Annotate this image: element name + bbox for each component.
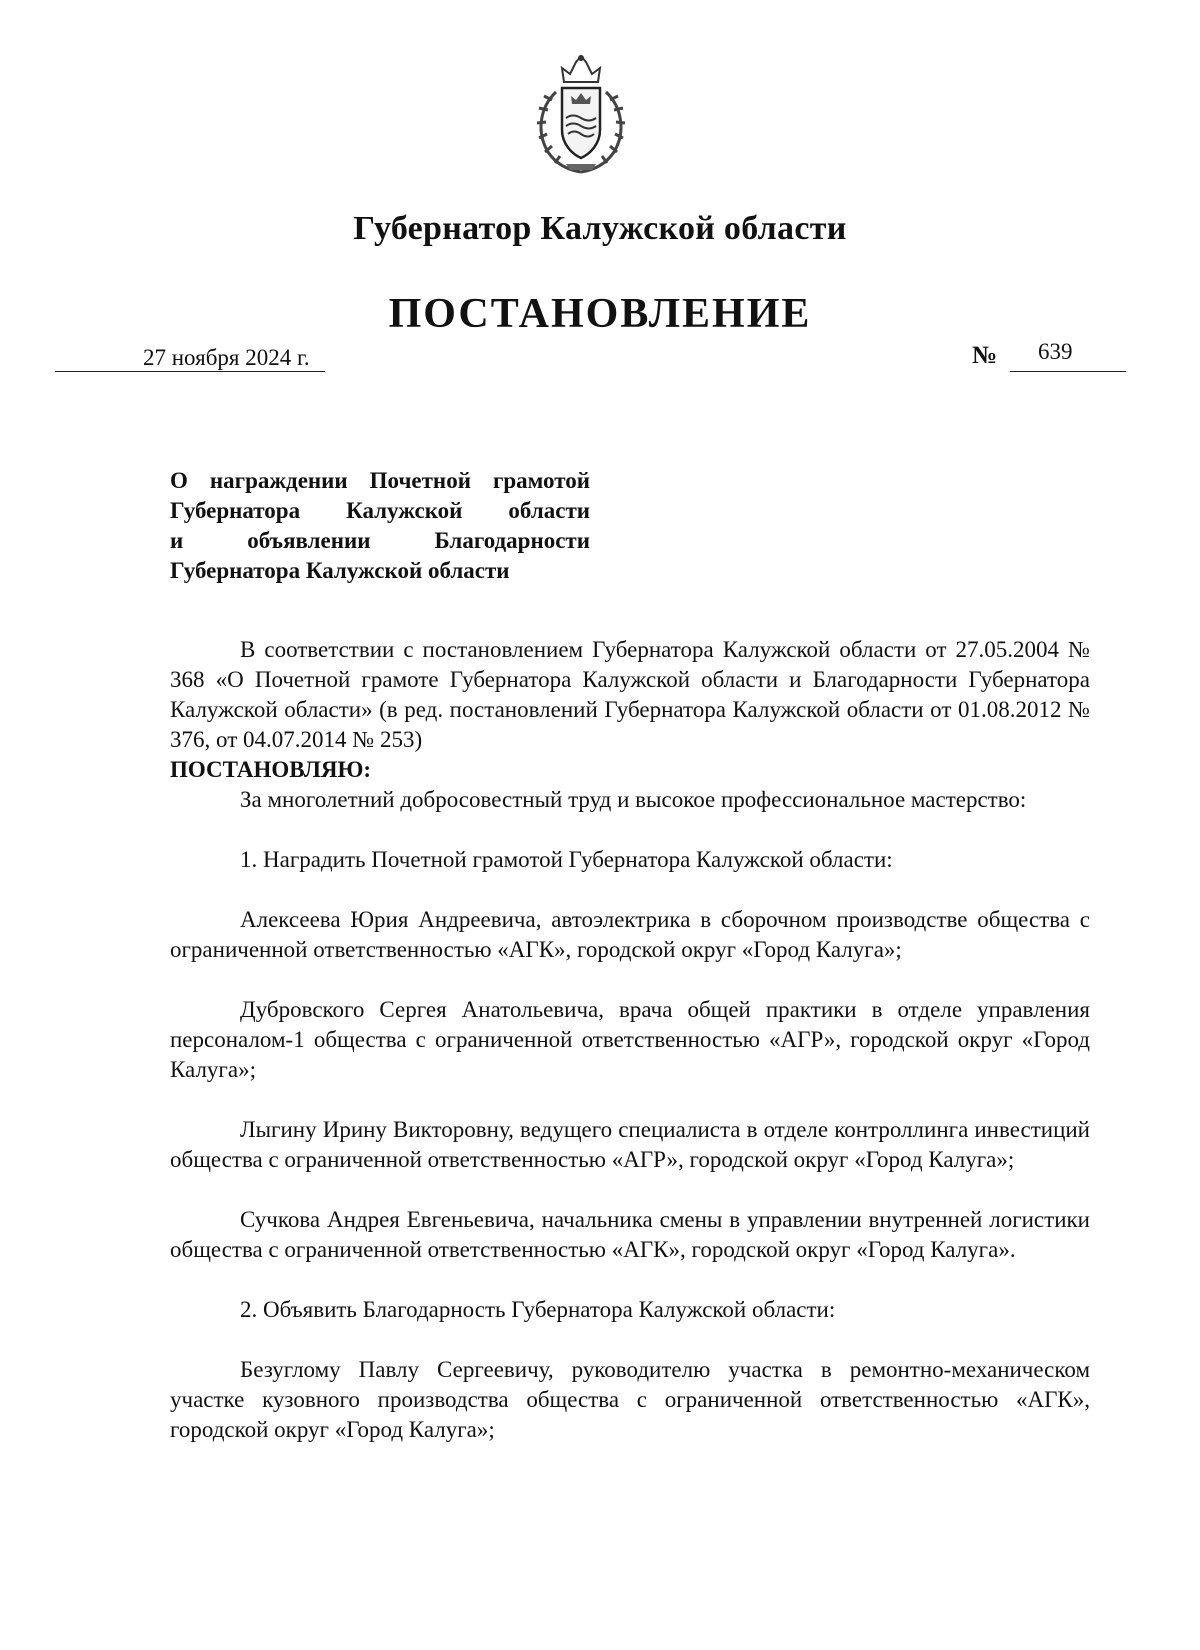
- award-person-paragraph: Дубровского Сергея Анатольевича, врача общей практики в отделе управления персоналом-1 общества с ограниченной ответственностью «АГР», городской округ «Город Калуга»;: [170, 997, 1090, 1082]
- document-type-heading: ПОСТАНОВЛЕНИЕ: [388, 291, 812, 337]
- award-person-paragraph: Сучкова Андрея Евгеньевича, начальника смены в управлении внутренней логистики общества с ограниченной ответственностью «АГК», городской округ «Город Калуга».: [170, 1207, 1090, 1262]
- subject-line: О награждении Почетной грамотой: [170, 468, 590, 493]
- subject-line: Губернатора Калужской области: [170, 498, 590, 523]
- subject-line: и объявлении Благодарности: [170, 528, 590, 553]
- gratitude-person-paragraph: Безуглому Павлу Сергеевичу, руководителю участка в ремонтно-механическом участке кузовного производства общества с ограниченной ответственностью «АГК», городской округ «Город Калуга»;: [170, 1357, 1090, 1442]
- document-number-field: [1010, 339, 1126, 372]
- issuer-title: Губернатор Калужской области: [353, 210, 847, 247]
- document-date-field: [55, 345, 325, 372]
- document-date: 27 ноября 2024 г.: [143, 345, 310, 370]
- reason-paragraph: За многолетний добросовестный труд и высокое профессиональное мастерство:: [240, 787, 1027, 812]
- decree-word: ПОСТАНОВЛЯЮ:: [170, 757, 372, 782]
- coat-of-arms-emblem: [526, 52, 636, 178]
- document-subject: [170, 466, 590, 586]
- document-body: [170, 635, 1090, 1445]
- number-sign: №: [972, 342, 998, 369]
- item1-title: 1. Наградить Почетной грамотой Губернатора Калужской области:: [240, 847, 893, 872]
- document-number: 639: [1038, 339, 1073, 364]
- award-person-paragraph: Лыгину Ирину Викторовну, ведущего специалиста в отделе контроллинга инвестиций общества с ограниченной ответственностью «АГР», городской округ «Город Калуга»;: [170, 1117, 1090, 1172]
- item2-title: 2. Объявить Благодарность Губернатора Калужской области:: [240, 1297, 836, 1322]
- award-person-paragraph: Алексеева Юрия Андреевича, автоэлектрика в сборочном производстве общества с ограниченной ответственностью «АГК», городской округ «Город Калуга»;: [170, 907, 1090, 962]
- subject-line: Губернатора Калужской области: [170, 558, 510, 583]
- preamble-paragraph: В соответствии с постановлением Губернатора Калужской области от 27.05.2004 № 368 «О Почетной грамоте Губернатора Калужской области и Благодарности Губернатора Калужской области» (в ред. постановлений Губернатора Калужской области от 01.08.2012 № 376, от 04.07.2014 № 253): [170, 637, 1090, 752]
